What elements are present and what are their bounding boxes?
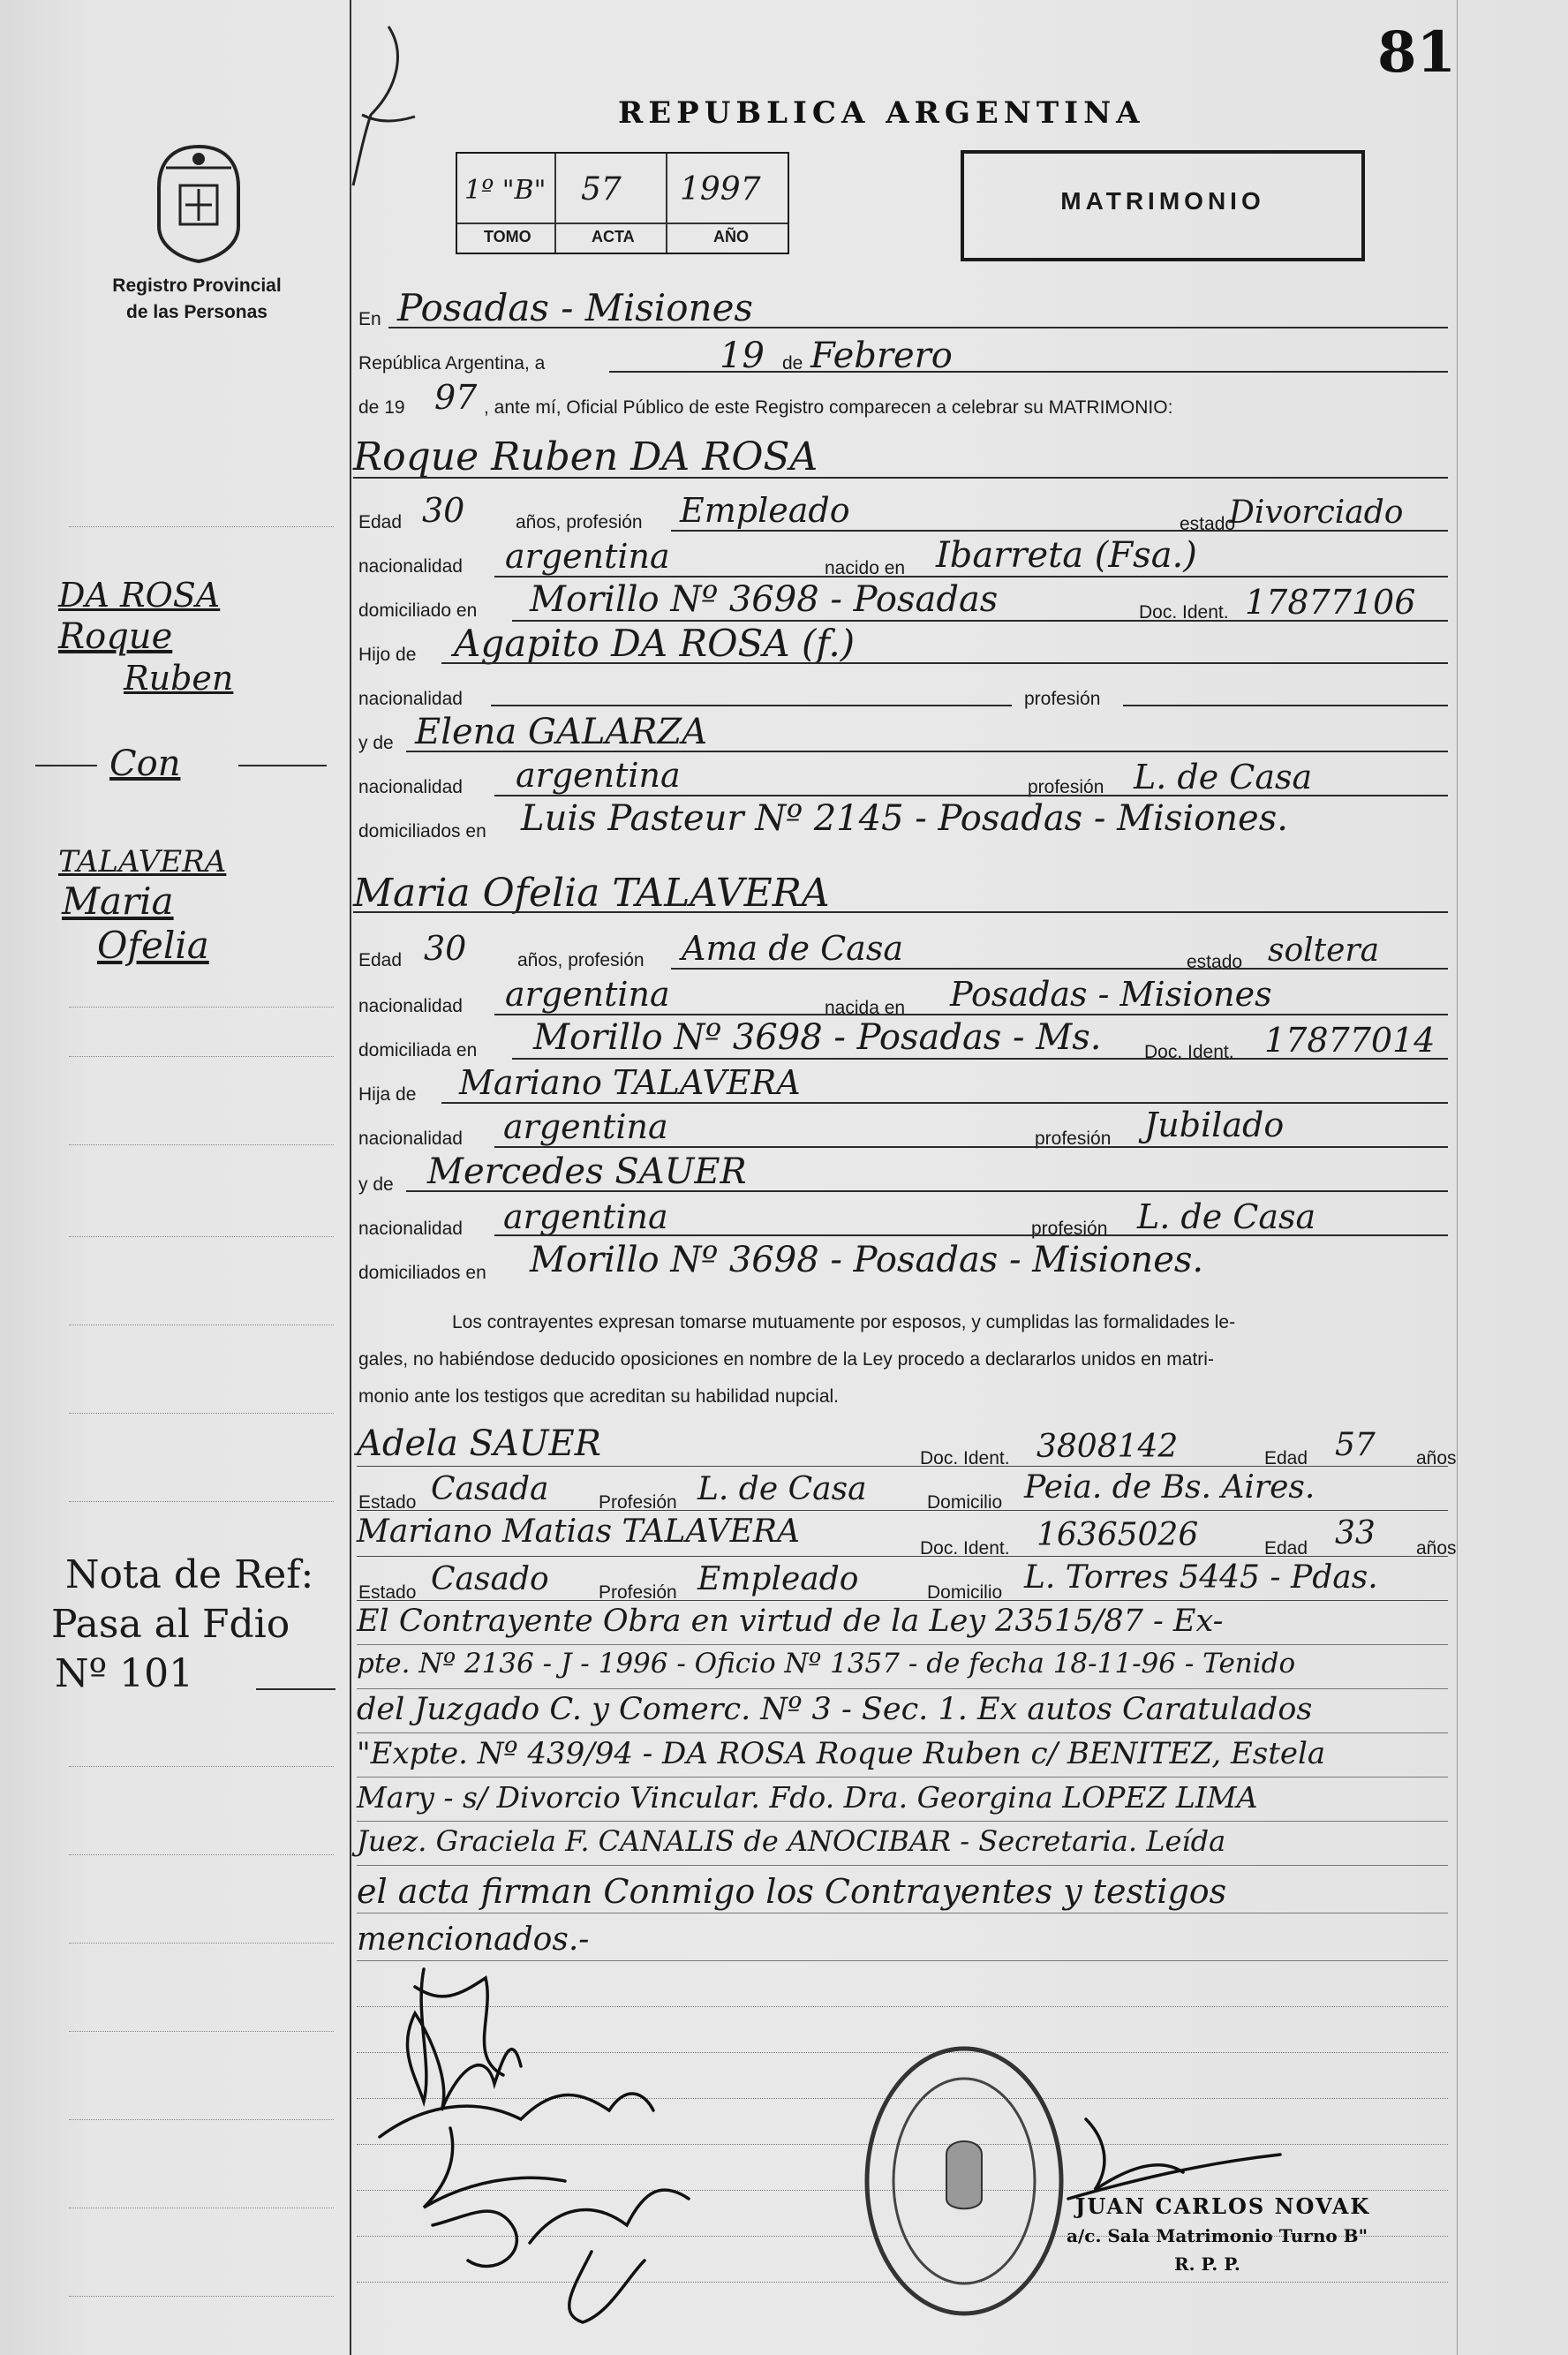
ano-value: 1997: [680, 171, 761, 208]
witness-1-name: Adela SAUER: [357, 1423, 601, 1464]
witness-2-status: Casado: [431, 1561, 549, 1597]
groom-mother-profession: L. de Casa: [1134, 758, 1313, 796]
witness-2-name: Mariano Matias TALAVERA: [357, 1513, 801, 1550]
label-doc-b: Doc. Ident.: [1144, 1042, 1234, 1062]
label-nacionalidad-3: nacionalidad: [358, 777, 463, 797]
bride-father: Mariano TALAVERA: [459, 1063, 801, 1102]
label-doc: Doc. Ident.: [1139, 602, 1229, 623]
right-border: [1457, 0, 1458, 2355]
label-profesion-b: profesión: [1035, 1128, 1112, 1149]
bride-age: 30: [424, 929, 467, 968]
ano-label: AÑO: [713, 228, 749, 245]
bride-profession: Ama de Casa: [682, 929, 903, 968]
margin-divider: [350, 0, 351, 2355]
registry-emblem: [141, 141, 256, 265]
declaration-line-3: monio ante los testigos que acreditan su habilidad nupcial.: [358, 1386, 840, 1407]
w2-anos-label: años: [1416, 1538, 1457, 1559]
de-label: de: [782, 353, 803, 374]
label-domiciliados: domiciliados en: [358, 821, 486, 842]
page-number: 81: [1377, 19, 1457, 86]
bride-birthplace: Posadas - Misiones: [950, 975, 1272, 1014]
margin-groom-first: Roque: [58, 616, 173, 657]
label-anos-profesion-b: años, profesión: [517, 950, 645, 970]
w1-estado-label: Estado: [358, 1492, 417, 1513]
month: Febrero: [810, 336, 953, 376]
witness-1-profession: L. de Casa: [697, 1471, 867, 1507]
groom-father: Agapito DA ROSA (f.): [454, 622, 856, 665]
w1-anos-label: años: [1416, 1448, 1457, 1468]
groom-age: 30: [422, 491, 465, 530]
official-org: R. P. P.: [1174, 2253, 1240, 2275]
witness-2-profession: Empleado: [697, 1561, 859, 1597]
bride-parents-address: Morillo Nº 3698 - Posadas - Misiones.: [530, 1240, 1204, 1280]
act-type-box: [961, 150, 1365, 261]
en-label: En: [358, 309, 381, 329]
declaration-line-1: Los contrayentes expresan tomarse mutuamente por esposos, y cumplidas las formalidades le-: [452, 1312, 1236, 1332]
label-nacida-en: nacida en: [825, 998, 906, 1018]
note-line-6: Juez. Graciela F. CANALIS de ANOCIBAR - Secretaria. Leída: [357, 1824, 1226, 1858]
margin-note-3: Nº 101: [55, 1651, 194, 1696]
pen-mark: [344, 18, 424, 194]
label-nacionalidad: nacionalidad: [358, 556, 463, 577]
groom-address: Morillo Nº 3698 - Posadas: [530, 579, 999, 620]
label-edad-b: Edad: [358, 950, 403, 970]
margin-con-line-right: [238, 765, 327, 766]
label-edad: Edad: [358, 512, 403, 532]
witness-2-address: L. Torres 5445 - Pdas.: [1024, 1559, 1378, 1596]
official-role: a/c. Sala Matrimonio Turno B": [1067, 2225, 1368, 2246]
label-domiciliado: domiciliado en: [358, 600, 478, 621]
act-reference-box: [456, 152, 789, 254]
act-type: MATRIMONIO: [1060, 187, 1265, 215]
witness-1-doc: 3808142: [1037, 1429, 1179, 1465]
witness-2-doc: 16365026: [1037, 1517, 1199, 1553]
republica-label: República Argentina, a: [358, 353, 546, 374]
year-suffix: 97: [434, 378, 478, 417]
note-line-7: el acta firman Conmigo los Contrayentes y testigos: [357, 1872, 1227, 1911]
place: Posadas - Misiones: [397, 286, 753, 329]
day: 19: [720, 336, 765, 376]
label-profesion-b2: profesión: [1031, 1219, 1108, 1239]
note-line-5: Mary - s/ Divorcio Vincular. Fdo. Dra. Georgina LOPEZ LIMA: [357, 1780, 1258, 1815]
label-y-de: y de: [358, 733, 394, 753]
margin-con-line-left: [35, 765, 97, 766]
registry-name-1: Registro Provincial: [112, 276, 282, 296]
declaration-line-2: gales, no habiéndose deducido oposiciones en nombre de la Ley procedo a declararlos unidos en matri-: [358, 1349, 1214, 1370]
bride-mother: Mercedes SAUER: [427, 1151, 747, 1192]
bride-doc: 17877014: [1264, 1021, 1436, 1060]
note-line-4: "Expte. Nº 439/94 - DA ROSA Roque Ruben c/ BENITEZ, Estela: [357, 1736, 1326, 1771]
groom-birthplace: Ibarreta (Fsa.): [936, 535, 1197, 576]
tomo-value: 1º "B": [464, 175, 547, 206]
label-anos-profesion: años, profesión: [516, 512, 643, 532]
w2-domicilio-label: Domicilio: [927, 1582, 1003, 1603]
margin-bride-first: Maria: [62, 879, 174, 923]
groom-nationality: argentina: [505, 537, 670, 576]
groom-doc: 17877106: [1245, 583, 1416, 622]
w2-edad-label: Edad: [1264, 1538, 1308, 1559]
margin-groom-surname: DA ROSA: [58, 576, 221, 615]
label-domiciliada: domiciliada en: [358, 1040, 478, 1061]
bride-father-nationality: argentina: [503, 1107, 668, 1146]
bride-address: Morillo Nº 3698 - Posadas - Ms.: [533, 1017, 1102, 1058]
w2-doc-label: Doc. Ident.: [920, 1538, 1010, 1559]
country-title: REPUBLICA ARGENTINA: [618, 95, 1145, 131]
year-prefix: de 19: [358, 397, 405, 418]
label-nacionalidad-2: nacionalidad: [358, 689, 463, 709]
bride-nationality: argentina: [505, 975, 670, 1014]
w2-estado-label: Estado: [358, 1582, 417, 1603]
w1-domicilio-label: Domicilio: [927, 1492, 1003, 1513]
label-hijo-de: Hijo de: [358, 645, 417, 665]
note-line-1: El Contrayente Obra en virtud de la Ley 23515/87 - Ex-: [357, 1604, 1224, 1639]
bride-mother-profession: L. de Casa: [1137, 1197, 1316, 1236]
official-name: JUAN CARLOS NOVAK: [1075, 2193, 1371, 2219]
w1-profesion-label: Profesión: [599, 1492, 677, 1513]
witness-1-address: Peia. de Bs. Aires.: [1024, 1469, 1315, 1506]
w1-edad-label: Edad: [1264, 1448, 1308, 1468]
bride-name: Maria Ofelia TALAVERA: [353, 871, 830, 916]
margin-bride-second: Ofelia: [97, 924, 209, 967]
margin-note-2: Pasa al Fdio: [51, 1602, 290, 1647]
tomo-label: TOMO: [484, 228, 531, 245]
label-estado-b: estado: [1187, 952, 1243, 972]
bride-father-profession: Jubilado: [1144, 1106, 1285, 1144]
note-line-8: mencionados.-: [357, 1921, 590, 1958]
groom-mother: Elena GALARZA: [415, 712, 708, 752]
label-hija-de: Hija de: [358, 1084, 417, 1105]
label-domiciliados-b: domiciliados en: [358, 1263, 486, 1283]
note-line-2: pte. Nº 2136 - J - 1996 - Oficio Nº 1357 - de fecha 18-11-96 - Tenido: [357, 1648, 1296, 1679]
label-estado: estado: [1180, 514, 1236, 534]
acta-value: 57: [581, 171, 622, 208]
w2-profesion-label: Profesión: [599, 1582, 677, 1603]
label-nacionalidad-b3: nacionalidad: [358, 1219, 463, 1239]
groom-mother-nationality: argentina: [516, 756, 681, 795]
acta-label: ACTA: [592, 228, 635, 245]
label-nacido-en: nacido en: [825, 558, 906, 578]
label-nacionalidad-b2: nacionalidad: [358, 1128, 463, 1149]
official-seal: [858, 2031, 1070, 2331]
groom-name: Roque Ruben DA ROSA: [353, 434, 818, 479]
w1-doc-label: Doc. Ident.: [920, 1448, 1010, 1468]
groom-profession: Empleado: [680, 491, 850, 530]
witness-1-status: Casada: [431, 1471, 549, 1507]
margin-note-1: Nota de Ref:: [65, 1552, 314, 1597]
witness-1-age: 57: [1335, 1427, 1376, 1463]
margin-note-underline: [256, 1688, 335, 1690]
bride-status: soltera: [1268, 932, 1380, 969]
margin-con: Con: [109, 743, 181, 784]
margin-bride-surname: TALAVERA: [58, 844, 227, 879]
signatures: [362, 1960, 803, 2331]
label-nacionalidad-b: nacionalidad: [358, 996, 463, 1016]
note-line-3: del Juzgado C. y Comerc. Nº 3 - Sec. 1. Ex autos Caratulados: [357, 1692, 1313, 1727]
label-profesion-2: profesión: [1028, 777, 1104, 797]
label-y-de-b: y de: [358, 1174, 394, 1195]
groom-status: Divorciado: [1229, 494, 1404, 531]
groom-parents-address: Luis Pasteur Nº 2145 - Posadas - Misiones.: [521, 798, 1288, 839]
bride-mother-nationality: argentina: [503, 1197, 668, 1236]
witness-2-age: 33: [1335, 1515, 1376, 1551]
margin-groom-second: Ruben: [124, 659, 234, 698]
comparecen-text: , ante mí, Oficial Público de este Registro comparecen a celebrar su MATRIMONIO:: [484, 397, 1173, 418]
registry-name-2: de las Personas: [126, 302, 268, 322]
label-profesion: profesión: [1024, 689, 1101, 709]
